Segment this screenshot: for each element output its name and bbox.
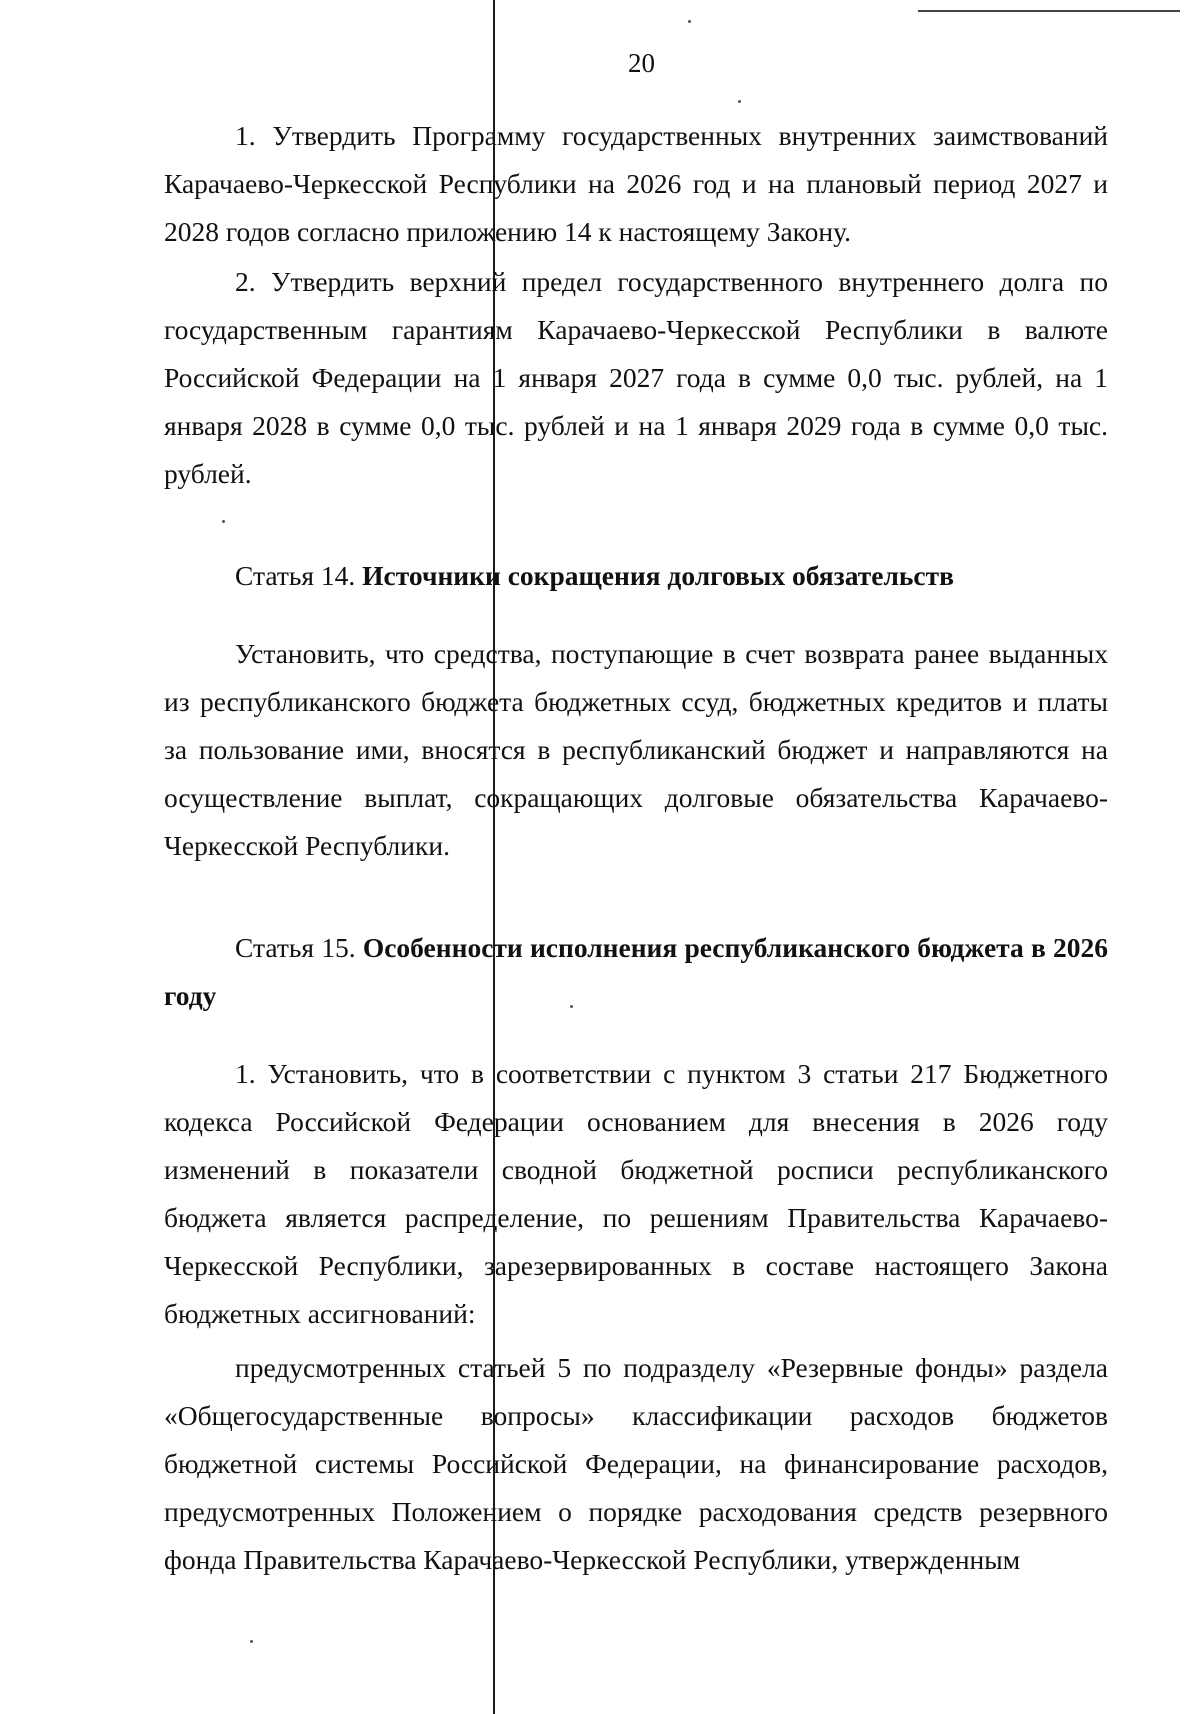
article-14-heading (164, 552, 1108, 600)
top-section (164, 112, 1108, 498)
article-14-prefix: Статья 14. (235, 560, 356, 591)
paragraph-2: 2. Утвердить верхний предел государственного внутреннего долга по государственным гарантиям Карачаево-Черкесской Республики в валюте Российской Федерации на 1 января 2027 года в сумме 0,0 тыс. рублей, на 1 января 2028 в сумме 0,0 тыс. рублей и на 1 января 2029 года в сумме 0,0 тыс. рублей. (164, 266, 1108, 489)
page-number: 20 (628, 48, 655, 78)
scan-speck (250, 1640, 253, 1643)
article-14-body (164, 630, 1108, 870)
article-15 (164, 924, 1108, 1020)
article-15-paragraph-1: 1. Установить, что в соответствии с пунктом 3 статьи 217 Бюджетного кодекса Российской Федерации основанием для внесения в 2026 году изменений в показатели сводной бюджетной росписи республиканского бюджета является распределение, по решениям Правительства Карачаево-Черкесской Республики, зарезервированных в составе настоящего Закона бюджетных ассигнований: (164, 1058, 1108, 1329)
article-15-title: Особенности исполнения республиканского бюджета в 2026 году (164, 932, 1108, 1011)
article-15-prefix: Статья 15. (235, 932, 356, 963)
article-14-text: Установить, что средства, поступающие в счет возврата ранее выданных из республиканского бюджета бюджетных ссуд, бюджетных кредитов и платы за пользование ими, вносятся в республиканский бюджет и направляются на осуществление выплат, сокращающих долговые обязательства Карачаево-Черкесской Республики. (164, 638, 1108, 861)
article-15-paragraph-2: предусмотренных статьей 5 по подразделу «Резервные фонды» раздела «Общегосударственные вопросы» классификации расходов бюджетов бюджетной системы Российской Федерации, на финансирование расходов, предусмотренных Положением о порядке расходования средств резервного фонда Правительства Карачаево-Черкесской Республики, утвержденным (164, 1352, 1108, 1575)
article-15-heading (164, 924, 1108, 1020)
scan-speck (688, 20, 691, 23)
paragraph-1: 1. Утвердить Программу государственных внутренних заимствований Карачаево-Черкесской Республики на 2026 год и на плановый период 2027 и 2028 годов согласно приложению 14 к настоящему Закону. (164, 120, 1108, 247)
scan-edge-line (918, 10, 1180, 12)
article-15-body (164, 1050, 1108, 1584)
article-14-title: Источники сокращения долговых обязательств (362, 560, 954, 591)
article-14 (164, 552, 1108, 600)
scan-speck (738, 100, 741, 103)
scan-speck (222, 520, 225, 523)
